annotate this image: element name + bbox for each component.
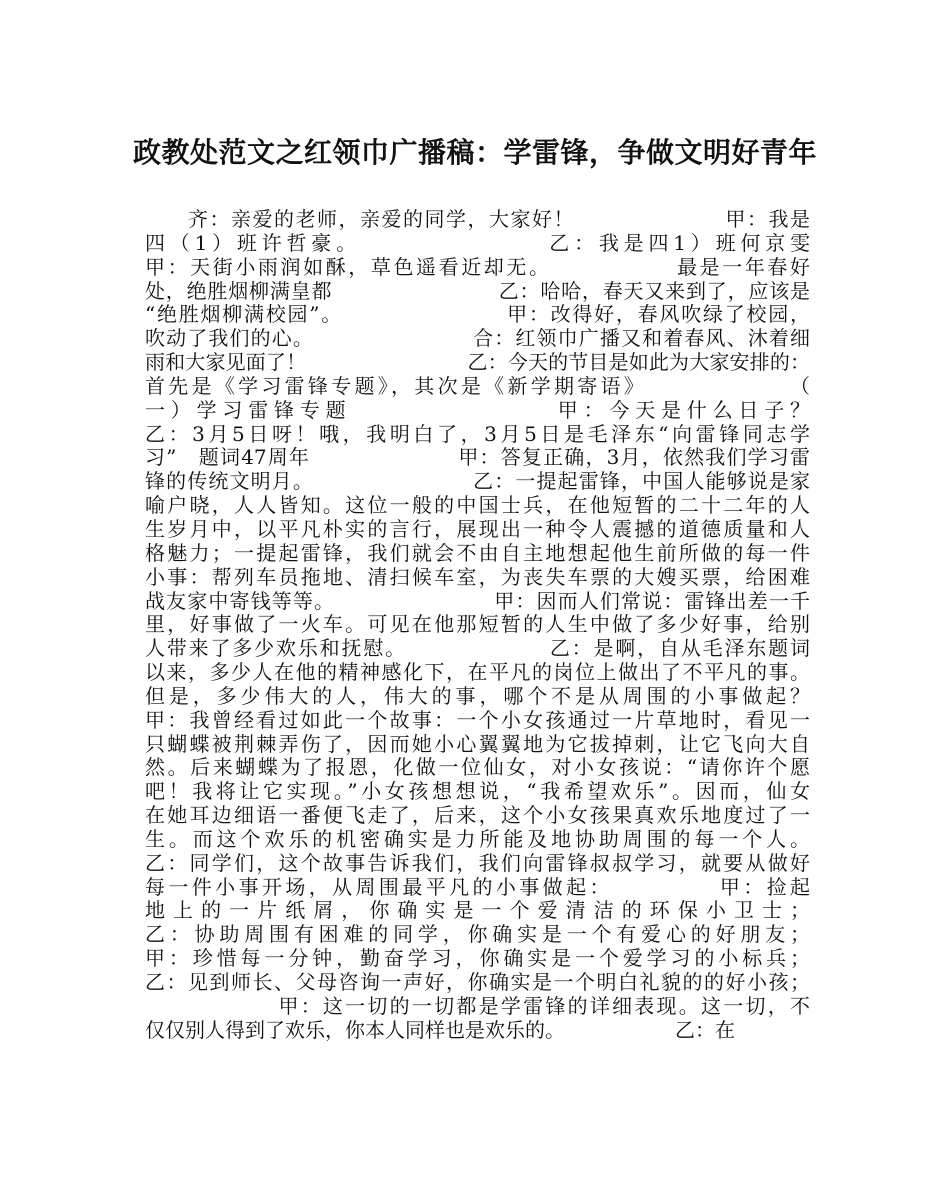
text-line: 只蝴蝶被荆棘弄伤了，因而她小心翼翼地为它拔掉刺，让它飞向大自: [145, 732, 810, 756]
text-line: 处，绝胜烟柳满皇都 乙：哈哈，春天又来到了，应该是: [145, 279, 810, 303]
text-line: 吹动了我们的心。 合：红领巾广播又和着春风、沐着细: [145, 327, 810, 351]
text-line: 每一件小事开场，从周围最平凡的小事做起： 甲：捡起: [145, 875, 810, 899]
text-line: 甲：这一切的一切都是学雷锋的详细表现。这一切，不: [145, 994, 810, 1018]
text-line: 首先是《学习雷锋专题》，其次是《新学期寄语》 （: [145, 374, 810, 398]
text-line: 四（1）班许哲豪。 乙：我是四1）班何京雯: [145, 231, 810, 255]
text-line: “绝胜烟柳满校园”。 甲：改得好，春风吹绿了校园，: [145, 303, 810, 327]
text-line: 乙：同学们，这个故事告诉我们，我们向雷锋叔叔学习，就要从做好: [145, 851, 810, 875]
text-line: 以来，多少人在他的精神感化下，在平凡的岗位上做出了不平凡的事。: [145, 661, 810, 685]
text-line: 乙：协助周围有困难的同学，你确实是一个有爱心的好朋友；: [145, 923, 810, 947]
text-line: 里，好事做了一火车。可见在他那短暂的人生中做了多少好事，给别: [145, 613, 810, 637]
text-line: 齐：亲爱的老师，亲爱的同学，大家好！ 甲：我是: [145, 208, 810, 231]
text-line: 甲：我曾经看过如此一个故事：一个小女孩通过一片草地时，看见一: [145, 708, 810, 732]
text-line: 喻户晓，人人皆知。这位一般的中国士兵，在他短暂的二十二年的人: [145, 494, 810, 518]
text-line: 生。而这个欢乐的机密确实是力所能及地协助周围的每一个人。: [145, 827, 810, 851]
text-line: 雨和大家见面了！ 乙：今天的节目是如此为大家安排的：: [145, 351, 810, 375]
text-line: 一）学习雷锋专题 甲：今天是什么日子？: [145, 398, 810, 422]
text-line: 战友家中寄钱等等。 甲：因而人们常说：雷锋出差一千: [145, 589, 810, 613]
text-line: 仅仅别人得到了欢乐，你本人同样也是欢乐的。 乙：在: [145, 1018, 735, 1042]
text-line: 但是，多少伟大的人，伟大的事，哪个不是从周围的小事做起？: [145, 684, 810, 708]
text-line: 甲：天街小雨润如酥，草色遥看近却无。 最是一年春好: [145, 255, 810, 279]
document-title: 政教处范文之红领巾广播稿：学雷锋，争做文明好青年: [132, 136, 817, 169]
text-line: 乙：3月5日呀！哦，我明白了，3月5日是毛泽东“向雷锋同志学: [145, 422, 810, 446]
text-line: 地上的一片纸屑，你确实是一个爱清洁的环保小卫士；: [145, 899, 810, 923]
text-line: 生岁月中，以平凡朴实的言行，展现出一种令人震撼的道德质量和人: [145, 517, 810, 541]
text-line: 人带来了多少欢乐和抚慰。 乙：是啊，自从毛泽东题词: [145, 637, 810, 661]
text-line: 甲：珍惜每一分钟，勤奋学习，你确实是一个爱学习的小标兵；: [145, 947, 810, 971]
text-line: 习” 题词47周年 甲：答复正确，3月，依然我们学习雷: [145, 446, 810, 470]
text-line: 小事：帮列车员拖地、清扫候车室，为丧失车票的大嫂买票，给困难: [145, 565, 810, 589]
text-line: 吧！我将让它实现。”小女孩想想说，“我希望欢乐”。因而，仙女: [145, 780, 810, 804]
text-line: 在她耳边细语一番便飞走了，后来，这个小女孩果真欢乐地度过了一: [145, 804, 810, 828]
text-line: 格魅力；一提起雷锋，我们就会不由自主地想起他生前所做的每一件: [145, 541, 810, 565]
broadcast-script-body: [145, 208, 810, 1043]
text-line: 然。后来蝴蝶为了报恩，化做一位仙女，对小女孩说：“请你许个愿: [145, 756, 810, 780]
text-line: 锋的传统文明月。 乙：一提起雷锋，中国人能够说是家: [145, 470, 810, 494]
text-line: 乙：见到师长、父母咨询一声好，你确实是一个明白礼貌的的好小孩；: [145, 971, 810, 994]
